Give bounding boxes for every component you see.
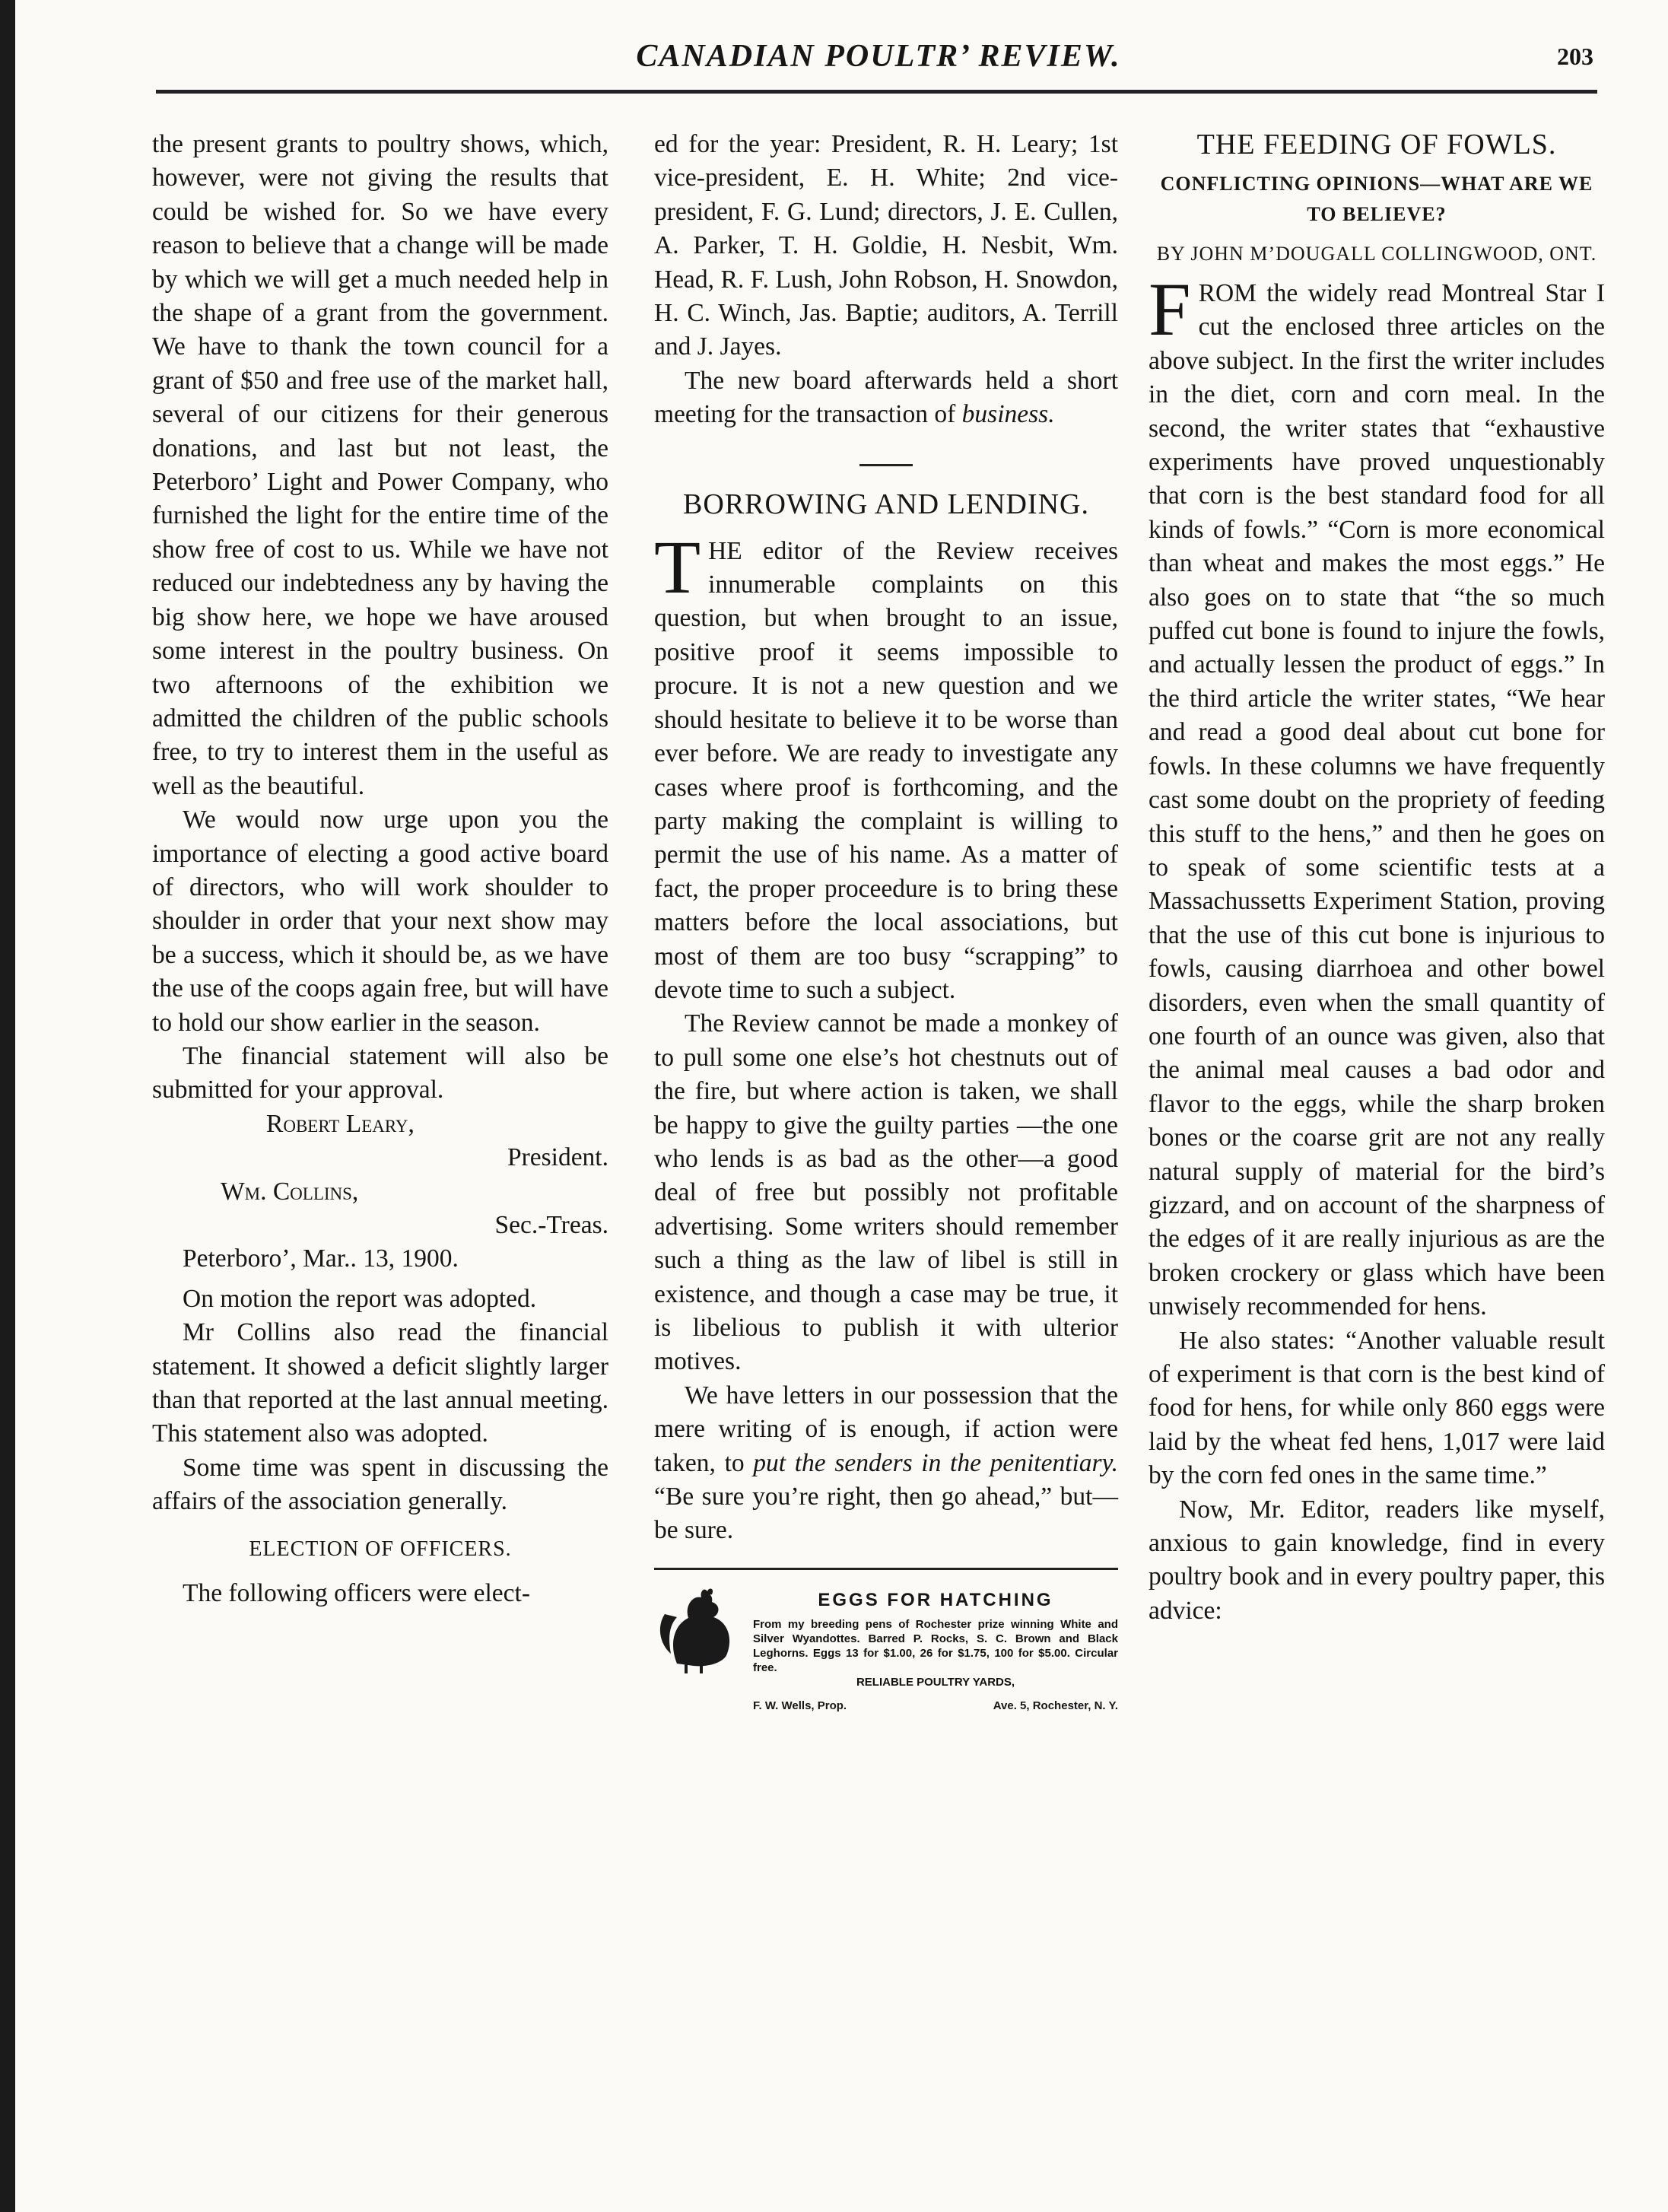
rooster-icon [654, 1584, 745, 1675]
ad-footer [753, 1689, 1118, 1723]
ad-body: From my breeding pens of Rochester prize winning White and Silver Wyandottes. Barred P. Rocks, S. C. Brown and Black Leghorns. Eggs 13 for $1.00, 26 for $1.75, 100 for $5.00. Circular free. [753, 1618, 1118, 1675]
ad-farm: RELIABLE POULTRY YARDS, [856, 1676, 1015, 1689]
ad-proprietor: F. W. Wells, Prop. [753, 1699, 847, 1713]
running-head: CANADIAN POULTR’ REVIEW. [636, 39, 1121, 74]
paragraph: We would now urge upon you the importance of electing a good active board of directors, who will work shoulder to shoulder in order that your next show may be a success, which it should be, as we have the use of the coops again free, but will have to hold our show earlier in the season. [152, 806, 608, 1037]
italic-text: put the senders in the penitentiary. [753, 1448, 1118, 1477]
paragraph: On motion the report was adopted. [183, 1284, 537, 1313]
ad-address: Ave. 5, Rochester, N. Y. [993, 1699, 1118, 1713]
signature-title: Sec.-Treas. [494, 1211, 608, 1239]
column-right [1149, 128, 1605, 1628]
text-run: The new board afterwards held a short meeting for the transaction of [654, 366, 1118, 429]
signature-title: President. [507, 1143, 608, 1172]
paragraph [654, 364, 1118, 432]
ad-divider [654, 1568, 1118, 1570]
text-run: ROM the widely read Montreal Star I cut the enclosed three articles on the above subject. In the first the writer includes in the diet, corn and corn meal. In the second, the writer states that “exhaustive experiments have proved unquestionably that corn is the best standard food for all kinds of fowls.” “Corn is more economical than wheat and makes the most eggs.” He also goes on to state that “the so much puffed cut bone is found to injure the fowls, and actually lessen the product of eggs.” In the third article the writer states, “We hear and read a good deal about cut bone for fowls. In these columns we have frequently cast some doubt on the propriety of feeding this stuff to the hens,” and then he goes on to speak of some scientific tests at a Massachussetts Experiment Station, proving that the use of this cut bone is injurious to fowls, causing diarrhoea and other bowel disorders, even when the small quantity of one fourth of an ounce was given, also that the animal meal causes a bad odor and flavor to the eggs, while the sharp broken bones or the coarse grit are not any really natural supply of material for the bird’s gizzard, and on account of the sharpness of the edges of it are really injurious as are the broken crockery or glass which have been unwisely recommended for hens. [1149, 279, 1605, 1321]
signature-name: Wm. Collins, [221, 1177, 359, 1206]
paragraph: The following officers were elect- [183, 1579, 531, 1608]
paragraph: Some time was spent in discussing the affairs of the association generally. [152, 1453, 608, 1516]
paragraph [1149, 267, 1605, 1324]
header-rule [156, 90, 1597, 94]
text-run: We have letters in our possession that the mere writing of is enough, if action were taken, to [654, 1381, 1118, 1477]
dateline: Peterboro’, Mar.. 13, 1900. [183, 1244, 459, 1273]
paragraph: The financial statement will also be submitted for your approval. [152, 1041, 608, 1104]
ad-text [753, 1584, 1118, 1724]
drop-cap: T [654, 524, 701, 609]
section-divider [859, 464, 913, 466]
italic-text: business. [961, 400, 1055, 429]
paragraph [654, 1379, 1118, 1548]
section-heading: ELECTION OF OFFICERS. [249, 1537, 512, 1561]
scan-edge [0, 0, 15, 2212]
paragraph: the present grants to poultry shows, which, however, were not giving the results that could be wished for. So we have every reason to believe that a change will be made by which we will get a much needed help in the shape of a grant from the government. We have to thank the town council for a grant of $50 and free use of the market hall, several of our citizens for their generous donations, and last but not least, the Peterboro’ Light and Power Company, who furnished the light for the entire time of the show free of cost to us. While we have not reduced our indebtedness any by having the big show here, we hope we have aroused some interest in the poultry business. On two afternoons of the exhibition we admitted the children of the public schools free, to try to interest them in the useful as well as the beautiful. [152, 130, 608, 800]
article-subhead: CONFLICTING OPINIONS—WHAT ARE WE TO BELIEVE? [1160, 173, 1593, 225]
byline: BY JOHN M’DOUGALL COLLINGWOOD, ONT. [1156, 243, 1597, 265]
page-number: 203 [1557, 43, 1593, 70]
paragraph: The Review cannot be made a monkey of to pull some one else’s hot chestnuts out of the fire, but where action is taken, we shall be happy to give the guilty parties —the one who lends is as bad as the other—a good deal of free but possibly not profitable advertising. Some writers should remember such a thing as the law of libel is still in existence, and though a case may be true, it is libelious to publish it with ulterior motives. [654, 1009, 1118, 1376]
page-header [164, 30, 1593, 76]
ad-title: EGGS FOR HATCHING [818, 1589, 1053, 1610]
paragraph: ed for the year: President, R. H. Leary; 1st vice-president, E. H. White; 2nd vice-president, F. G. Lund; directors, J. E. Cullen, A. Parker, T. H. Goldie, H. Nesbit, Wm. Head, R. F. Lush, John Robson, H. Snowdon, H. C. Winch, Jas. Baptie; auditors, A. Terrill and J. Jayes. [654, 130, 1118, 361]
column-left [152, 128, 608, 1610]
column-middle [654, 128, 1118, 1713]
article-headline: THE FEEDING OF FOWLS. [1196, 129, 1557, 160]
text-run: “Be sure you’re right, then go ahead,” but—be sure. [654, 1483, 1118, 1545]
signature-name: Robert Leary, [266, 1109, 415, 1138]
text-run: HE editor of the Review receives innumerable complaints on this question, but when brought to an issue, positive proof it seems impossible to procure. It is not a new question and we should hesitate to believe it to be worse than ever before. We are ready to investigate any cases where proof is forthcoming, and the party making the complaint is willing to permit the use of his name. As a matter of fact, the proper proceedure is to bring these matters before the local associations, but most of them are too busy “scrapping” to devote time to such a subject. [654, 536, 1118, 1004]
paragraph: Mr Collins also read the financial statement. It showed a deficit slightly larger than that reported at the last annual meeting. This statement also was adopted. [152, 1318, 608, 1448]
advertisement [654, 1584, 1118, 1713]
paragraph: He also states: “Another valuable result of experiment is that corn is the best kind of food for hens, for while only 860 eggs were laid by the wheat fed hens, 1,017 were laid by the corn fed ones in the same time.” [1149, 1326, 1605, 1490]
article-headline: BORROWING AND LENDING. [683, 488, 1089, 520]
paragraph [654, 524, 1118, 1008]
drop-cap: F [1149, 267, 1191, 351]
paragraph: Now, Mr. Editor, readers like myself, anxious to gain knowledge, find in every poultry book and in every poultry paper, this advice: [1149, 1495, 1605, 1625]
